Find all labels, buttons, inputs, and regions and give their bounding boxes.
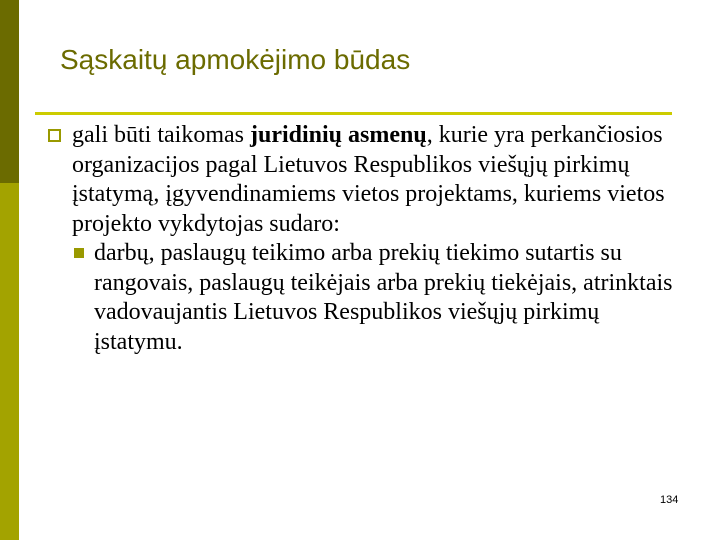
page-number: 134 — [660, 494, 679, 506]
bullet-item-1 — [48, 121, 688, 239]
bullet-2-text: darbų, paslaugų teikimo arba prekių tiekimo sutartis su rangovais, paslaugų teikėjais arba prekių tiekėjais, atrinktais vadovaujantis Lietuvos Respublikos viešųjų pirkimų įstatymu. — [94, 240, 673, 355]
bullet-1-text-start: gali būti taikomas — [72, 122, 250, 148]
accent-sidebar-bottom — [0, 183, 19, 540]
hollow-square-bullet-icon — [48, 129, 61, 142]
title-divider — [35, 112, 672, 115]
bullet-1-bold-text: juridinių asmenų — [249, 122, 427, 148]
filled-square-bullet-icon — [74, 248, 84, 258]
bullet-item-2 — [48, 239, 688, 357]
slide-body — [48, 121, 688, 357]
accent-sidebar-top — [0, 0, 19, 183]
bullet-1-text-end: , kurie yra perkančiosios organizacijos pagal Lietuvos Respublikos viešųjų pirkimų įstatymą, įgyvendinamiems vietos projektams, kuriems vietos projekto vykdytojas sudaro: — [72, 122, 665, 237]
slide-title: Sąskaitų apmokėjimo būdas — [60, 44, 411, 75]
